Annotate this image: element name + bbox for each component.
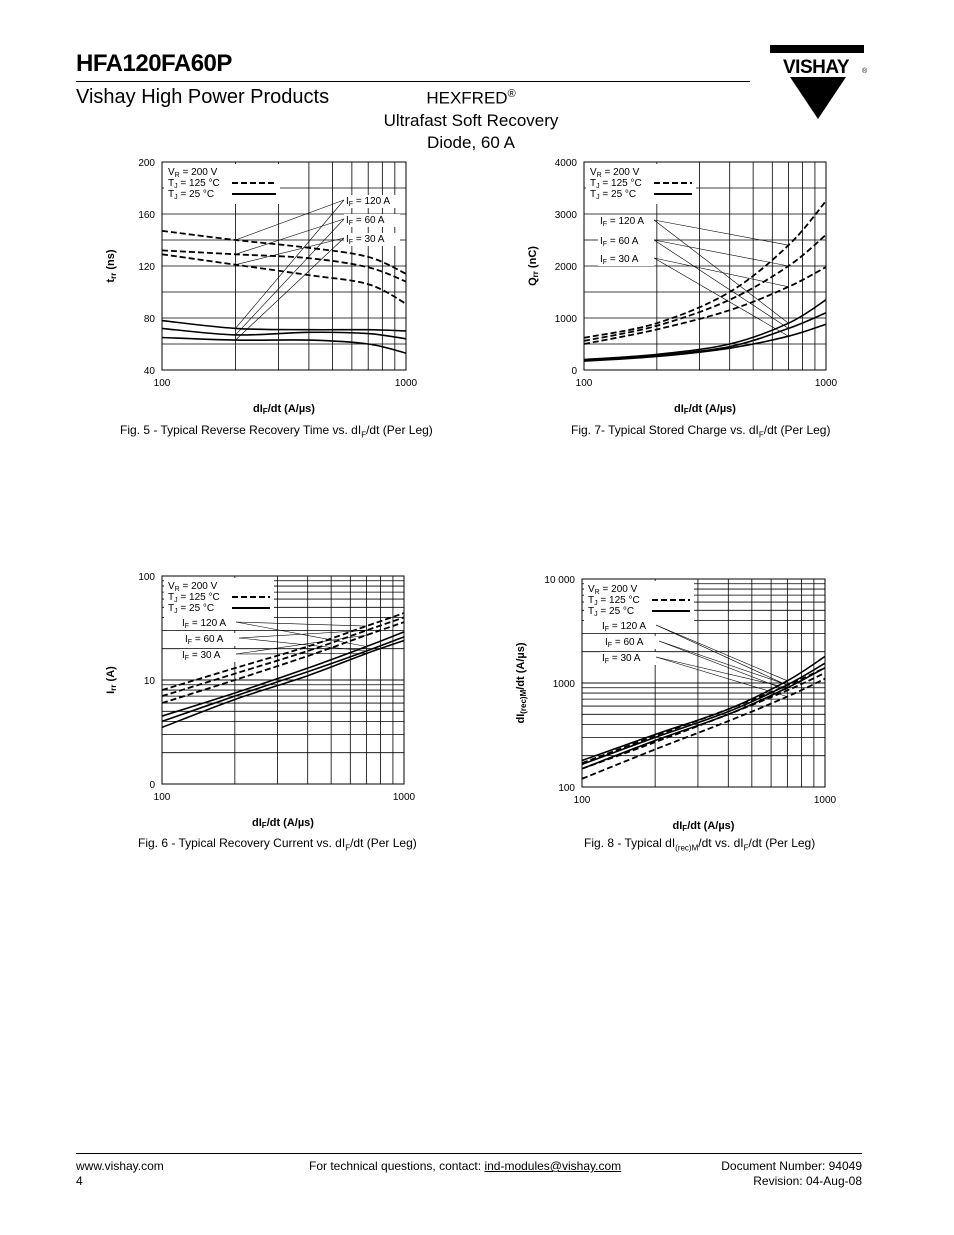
legend-symbol: T	[168, 592, 175, 603]
chart-leaders	[656, 625, 787, 697]
caption-sub2: (rec)M	[675, 843, 699, 853]
x-axis-label	[673, 820, 735, 833]
legend-symbol: V	[168, 167, 175, 178]
legend-symbol: T	[588, 606, 595, 617]
legend-subscript: J	[174, 608, 178, 615]
series-curve-solid	[162, 338, 406, 354]
legend-subscript: J	[174, 183, 178, 190]
caption-fig7	[571, 423, 830, 439]
legend-subscript: R	[596, 172, 602, 179]
current-subscript: F	[604, 626, 610, 633]
vishay-logo	[768, 43, 866, 121]
y-axis-subscript: rr	[531, 271, 540, 278]
legend-symbol: V	[168, 581, 175, 592]
x-axis-symbol: dI	[674, 403, 684, 415]
x-axis-symbol: dI	[252, 817, 262, 829]
caption-text: Fig. 7- Typical Stored Charge vs. dI	[571, 423, 759, 437]
y-tick-label: 10	[143, 676, 155, 687]
x-axis-symbol: dI	[672, 820, 683, 832]
legend-value: = 200 V	[179, 167, 218, 178]
legend-value: = 200 V	[599, 584, 638, 595]
footer-doc-number: Document Number: 94049	[721, 1159, 862, 1173]
legend-subscript: R	[174, 586, 180, 593]
current-value: = 120 A	[353, 196, 391, 207]
legend-subscript: R	[594, 589, 600, 596]
y-axis-label	[527, 246, 540, 286]
chart-fig8-rate-of-fall	[510, 565, 850, 835]
legend-subscript: J	[596, 194, 600, 201]
x-axis-subscript: F	[261, 821, 267, 830]
caption-text: Fig. 6 - Typical Recovery Current vs. dI	[138, 836, 346, 850]
legend-value: = 25 °C	[177, 603, 215, 614]
footer-page-number: 4	[76, 1174, 83, 1188]
y-tick-label: 200	[138, 158, 155, 169]
y-tick-label: 120	[138, 262, 155, 273]
y-tick-label: 0	[571, 366, 577, 377]
logo-triangle	[790, 77, 846, 119]
chart-fig7-stored-charge	[510, 150, 850, 420]
current-subscript: F	[602, 221, 608, 228]
series-curve-solid	[582, 656, 825, 760]
current-symbol: I	[182, 618, 185, 629]
current-subscript: F	[187, 639, 193, 646]
y-axis-symbol: t	[105, 278, 117, 283]
series-curve-solid	[162, 321, 406, 331]
x-tick-label: 1000	[814, 378, 838, 389]
x-tick-label: 100	[575, 378, 593, 389]
footer-website[interactable]: www.vishay.com	[76, 1159, 164, 1173]
y-tick-label: 80	[143, 314, 155, 325]
header-rule	[76, 81, 750, 82]
x-tick-label: 1000	[392, 792, 416, 803]
current-value: = 120 A	[609, 621, 647, 632]
current-subscript: F	[602, 241, 608, 248]
current-value: = 120 A	[189, 618, 227, 629]
legend-value: = 125 °C	[597, 595, 640, 606]
legend-value: = 25 °C	[177, 189, 215, 200]
current-value: = 60 A	[353, 215, 385, 226]
y-axis-label	[105, 249, 118, 282]
footer-email-link[interactable]: ind-modules@vishay.com	[484, 1159, 622, 1173]
product-family: HEXFRED	[426, 88, 508, 108]
x-axis-subscript: F	[682, 824, 688, 833]
current-value: = 60 A	[607, 236, 639, 247]
x-tick-label: 1000	[813, 795, 837, 806]
leader-line	[236, 635, 367, 654]
y-tick-label: 0	[149, 780, 155, 791]
footer-rule	[76, 1153, 862, 1154]
y-axis-symbol: Q	[527, 277, 539, 286]
legend-symbol: T	[168, 603, 175, 614]
y-tick-label: 10 000	[544, 575, 575, 586]
chart-legend	[586, 164, 696, 266]
series-curve-dashed	[162, 254, 406, 303]
product-subtitle: Ultrafast Soft Recovery	[383, 111, 559, 130]
registered-mark: ®	[507, 88, 516, 100]
legend-subscript: J	[596, 183, 600, 190]
series-curve-dashed	[582, 668, 825, 763]
chart-legend	[164, 578, 274, 662]
legend-subscript: J	[594, 611, 598, 618]
leader-line	[235, 200, 344, 240]
footer-revision: Revision: 04-Aug-08	[753, 1174, 862, 1188]
current-label	[346, 196, 390, 208]
y-axis-unit: /dt (A/µs)	[515, 642, 527, 690]
x-axis-unit: /dt (A/µs)	[267, 403, 315, 415]
x-axis-label	[674, 403, 736, 416]
current-symbol: I	[605, 637, 608, 648]
current-symbol: I	[602, 621, 605, 632]
x-axis-symbol: dI	[253, 403, 263, 415]
current-symbol: I	[600, 216, 603, 227]
legend-value: = 25 °C	[599, 189, 637, 200]
leader-line	[659, 641, 787, 685]
current-symbol: I	[600, 254, 603, 265]
x-tick-label: 100	[573, 795, 591, 806]
leader-line	[656, 625, 787, 685]
current-symbol: I	[346, 234, 349, 245]
logo-top-bar	[770, 45, 864, 53]
y-tick-label: 40	[143, 366, 155, 377]
current-value: = 60 A	[192, 634, 224, 645]
current-symbol: I	[602, 653, 605, 664]
y-tick-label: 160	[138, 210, 155, 221]
caption-suffix: /dt (Per Leg)	[366, 423, 433, 437]
current-subscript: F	[348, 220, 354, 227]
leader-line	[235, 200, 344, 328]
current-value: = 30 A	[607, 254, 639, 265]
y-axis-unit: (ns)	[105, 249, 117, 273]
legend-symbol: V	[588, 584, 595, 595]
legend-symbol: V	[590, 167, 597, 178]
current-label	[182, 618, 226, 630]
series-curve-dashed	[582, 679, 825, 779]
part-number: HFA120FA60P	[76, 50, 232, 77]
y-tick-label: 4000	[554, 158, 577, 169]
logo-registered: ®	[862, 68, 868, 75]
caption-sub: F	[758, 430, 764, 440]
y-axis-unit: (A)	[105, 666, 117, 685]
current-label	[600, 216, 644, 228]
product-title	[341, 88, 601, 109]
current-symbol: I	[182, 650, 185, 661]
series-curve-solid	[584, 324, 826, 361]
legend-value: = 125 °C	[177, 592, 220, 603]
current-value: = 120 A	[607, 216, 645, 227]
chart-leaders	[235, 200, 344, 340]
legend-symbol: T	[168, 189, 175, 200]
y-axis-subscript: rr	[109, 684, 118, 691]
legend-subscript: J	[594, 600, 598, 607]
y-tick-label: 100	[138, 572, 155, 583]
y-axis-symbol: I	[105, 690, 117, 694]
caption-sub: F	[743, 843, 749, 853]
current-subscript: F	[348, 239, 354, 246]
y-axis-label	[105, 666, 118, 694]
current-subscript: F	[602, 259, 608, 266]
legend-value: = 25 °C	[597, 606, 635, 617]
x-tick-label: 1000	[394, 378, 418, 389]
current-symbol: I	[346, 196, 349, 207]
legend-subscript: R	[174, 172, 180, 179]
product-rating: Diode, 60 A	[427, 133, 515, 152]
chart-legend	[584, 581, 694, 665]
legend-symbol: T	[588, 595, 595, 606]
y-axis-subscript: rr	[109, 272, 118, 279]
x-axis-unit: /dt (A/µs)	[266, 817, 314, 829]
caption-fig5	[120, 423, 433, 439]
legend-symbol: T	[590, 189, 597, 200]
caption-text: Fig. 8 - Typical dI	[584, 836, 676, 850]
caption-suffix: /dt (Per Leg)	[350, 836, 417, 850]
logo-wordmark: VISHAY	[783, 57, 849, 78]
y-tick-label: 1000	[554, 314, 577, 325]
caption-sub: F	[361, 430, 367, 440]
leader-line	[235, 238, 344, 340]
x-axis-label	[252, 817, 314, 830]
y-tick-label: 100	[558, 783, 575, 794]
division-name: Vishay High Power Products	[76, 86, 330, 108]
legend-value: = 125 °C	[177, 178, 220, 189]
current-value: = 30 A	[189, 650, 221, 661]
footer-contact	[309, 1159, 621, 1173]
current-symbol: I	[185, 634, 188, 645]
x-axis-subscript: F	[262, 407, 268, 416]
caption-sub: F	[345, 843, 351, 853]
x-axis-subscript: F	[683, 407, 689, 416]
caption-suffix: /dt (Per Leg)	[763, 423, 831, 437]
current-subscript: F	[607, 642, 613, 649]
legend-subscript: J	[174, 597, 178, 604]
current-symbol: I	[346, 215, 349, 226]
chart-curves	[582, 656, 825, 778]
current-symbol: I	[600, 236, 603, 247]
y-axis-unit: (nC)	[527, 246, 539, 272]
x-axis-label	[253, 403, 315, 416]
current-subscript: F	[184, 655, 190, 662]
caption-fig6	[138, 836, 417, 852]
caption-suffix: /dt (Per Leg)	[748, 836, 816, 850]
y-tick-label: 3000	[554, 210, 577, 221]
legend-value: = 200 V	[601, 167, 640, 178]
leader-line	[654, 220, 789, 323]
current-value: = 30 A	[353, 234, 385, 245]
caption-mid: /dt vs. dI	[698, 836, 744, 850]
legend-value: = 125 °C	[599, 178, 642, 189]
current-label	[602, 621, 646, 633]
chart-fig5-reverse-recovery-time	[90, 150, 430, 420]
leader-line	[656, 657, 787, 697]
x-axis-unit: /dt (A/µs)	[688, 403, 736, 415]
current-value: = 60 A	[612, 637, 644, 648]
y-axis-symbol: dI	[515, 713, 527, 724]
current-subscript: F	[348, 201, 354, 208]
x-tick-label: 100	[153, 378, 171, 389]
current-subscript: F	[604, 658, 610, 665]
chart-legend	[164, 164, 400, 246]
current-subscript: F	[184, 623, 190, 630]
chart-leaders	[654, 220, 789, 336]
chart-fig6-recovery-current	[90, 565, 430, 835]
footer-contact-label: For technical questions, contact:	[309, 1159, 485, 1173]
leader-line	[654, 220, 789, 245]
x-axis-unit: /dt (A/µs)	[687, 820, 735, 832]
y-tick-label: 1000	[552, 679, 575, 690]
legend-value: = 200 V	[179, 581, 218, 592]
caption-fig8	[584, 836, 815, 852]
y-axis-label	[515, 642, 528, 723]
y-tick-label: 2000	[554, 262, 577, 273]
legend-subscript: J	[174, 194, 178, 201]
x-tick-label: 100	[153, 792, 171, 803]
legend-symbol: T	[590, 178, 597, 189]
current-value: = 30 A	[609, 653, 641, 664]
y-axis-subscript: (rec)M	[519, 689, 528, 714]
legend-symbol: T	[168, 178, 175, 189]
caption-text: Fig. 5 - Typical Reverse Recovery Time vs. dI	[120, 423, 362, 437]
